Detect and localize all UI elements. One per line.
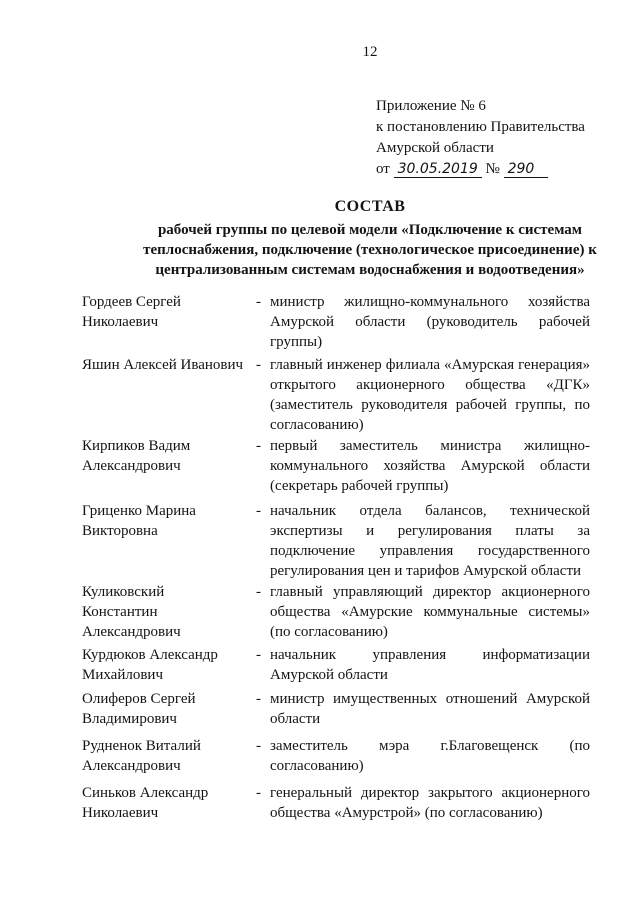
- member-role: генеральный директор закрытого акционерного общества «Амурстрой» (по согласованию): [270, 785, 590, 821]
- member-role: начальник отдела балансов, технической экспертизы и регулирования платы за подключение управления государственного регулирования цен и тарифов Амурской области: [270, 503, 590, 579]
- member-dash: -: [256, 438, 261, 454]
- appendix-title: Приложение № 6: [376, 98, 486, 114]
- date-prefix: от: [376, 161, 390, 177]
- member-name-line: Синьков Александр: [82, 785, 209, 801]
- member-name: [82, 292, 252, 332]
- member-dash: -: [256, 357, 261, 373]
- member-name-line: Михайлович: [82, 667, 163, 683]
- number-prefix: №: [485, 161, 500, 177]
- member-name-line: Куликовский: [82, 584, 165, 600]
- member-name-line: Викторовна: [82, 523, 158, 539]
- member-name-line: Александрович: [82, 458, 181, 474]
- member-dash: -: [256, 503, 261, 519]
- member-dash: -: [256, 584, 261, 600]
- member-name-line: Николаевич: [82, 805, 159, 821]
- member-name-line: Рудненок Виталий: [82, 738, 201, 754]
- member-name: [82, 355, 252, 375]
- member-dash: -: [256, 785, 261, 801]
- appendix-date-line: [376, 159, 585, 180]
- member-name-line: Владимирович: [82, 711, 177, 727]
- member-role: главный инженер филиала «Амурская генерация» открытого акционерного общества «ДГК» (заместитель руководителя рабочей группы, по согласованию): [270, 357, 590, 433]
- member-name: [82, 736, 252, 776]
- page-number: 12: [362, 44, 378, 60]
- subtitle-line-3: централизованным системам водоснабжения и водоотведения»: [155, 262, 585, 278]
- member-role: министр имущественных отношений Амурской области: [270, 691, 590, 727]
- member-name-line: Кирпиков Вадим: [82, 438, 191, 454]
- member-name: [82, 783, 252, 823]
- member-role: заместитель мэра г.Благовещенск (по согласованию): [270, 738, 590, 774]
- member-name-line: Гриценко Марина: [82, 503, 196, 519]
- date-handwritten: 30.05.2019: [394, 161, 482, 178]
- member-name-line: Олиферов Сергей: [82, 691, 196, 707]
- subtitle-line-2: теплоснабжения, подключение (технологическое присоединение) к: [143, 242, 597, 258]
- member-name-line: Яшин Алексей Иванович: [82, 357, 244, 373]
- member-name-line: Гордеев Сергей: [82, 294, 181, 310]
- appendix-header: [376, 96, 585, 180]
- document-subtitle: [90, 220, 640, 280]
- appendix-region-line: Амурской области: [376, 140, 494, 156]
- member-name-line: Александрович: [82, 624, 181, 640]
- member-role: министр жилищно-коммунального хозяйства Амурской области (руководитель рабочей группы): [270, 294, 590, 350]
- appendix-resolution-line: к постановлению Правительства: [376, 119, 585, 135]
- member-name: [82, 689, 252, 729]
- member-name-line: Константин: [82, 604, 158, 620]
- member-dash: -: [256, 691, 261, 707]
- member-role: главный управляющий директор акционерного общества «Амурские коммунальные системы» (по согласованию): [270, 584, 590, 640]
- member-name-line: Курдюков Александр: [82, 647, 218, 663]
- member-dash: -: [256, 294, 261, 310]
- member-name: [82, 645, 252, 685]
- member-name-line: Александрович: [82, 758, 181, 774]
- document-title: СОСТАВ: [334, 198, 406, 215]
- member-name: [82, 436, 252, 476]
- member-dash: -: [256, 738, 261, 754]
- member-role: начальник управления информатизации Амурской области: [270, 647, 590, 683]
- member-name-line: Николаевич: [82, 314, 159, 330]
- member-role: первый заместитель министра жилищно-коммунального хозяйства Амурской области (секретарь рабочей группы): [270, 438, 590, 494]
- member-name: [82, 582, 252, 642]
- member-dash: -: [256, 647, 261, 663]
- member-name: [82, 501, 252, 541]
- subtitle-line-1: рабочей группы по целевой модели «Подключение к системам: [157, 222, 583, 238]
- number-handwritten: 290: [504, 161, 548, 178]
